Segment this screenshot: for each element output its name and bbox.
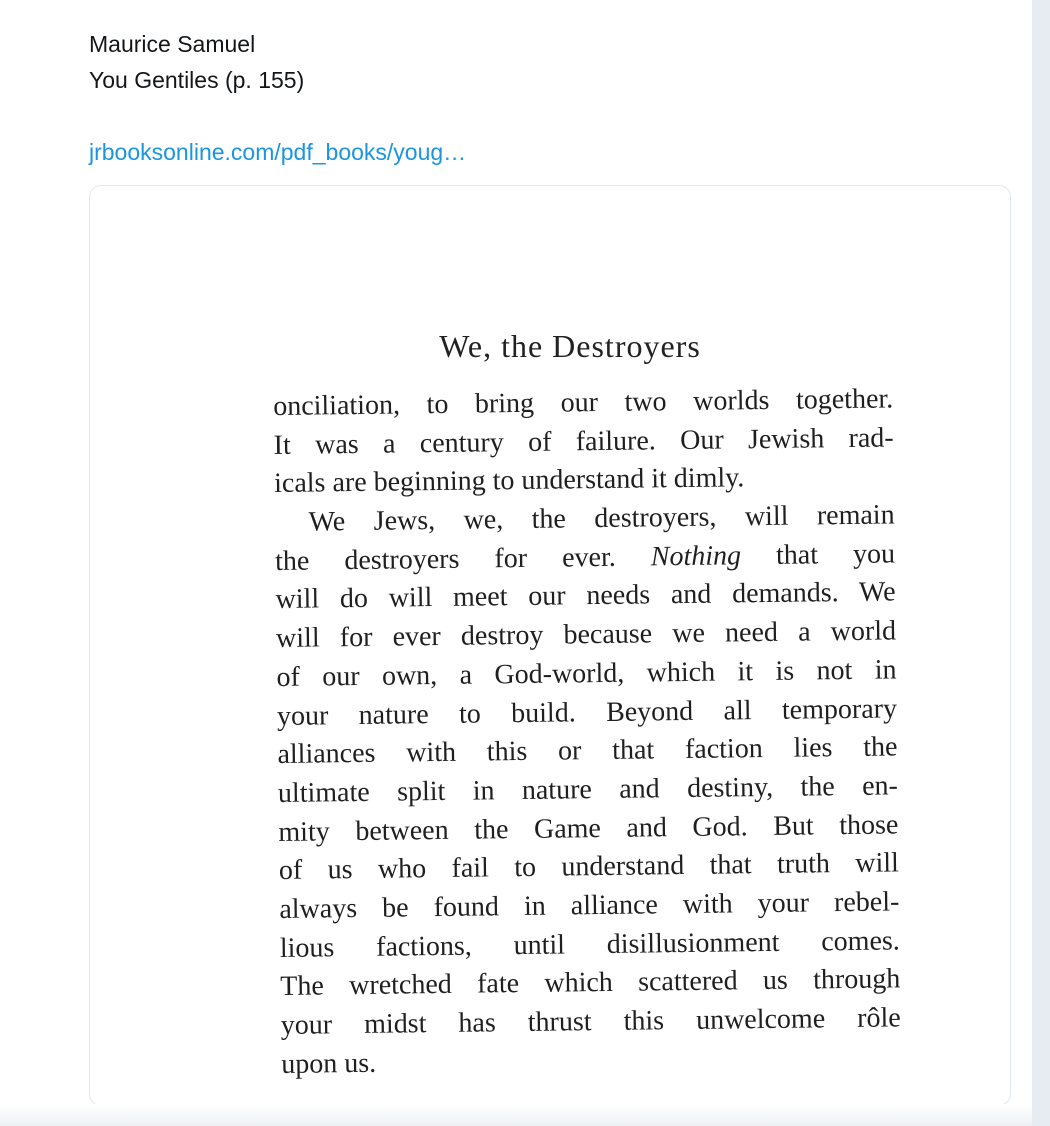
book-text (273, 380, 901, 1084)
book-line: The wretched fate which scattered us through (280, 963, 901, 1003)
book-emphasis: Nothing (650, 540, 742, 573)
book-line: onciliation, to bring our two worlds together. (273, 383, 894, 422)
book-line: icals are beginning to understand it dimly. (273, 462, 745, 500)
tweet-source-line: You Gentiles (p. 155) (89, 67, 305, 93)
book-line: will do will meet our needs and demands. We (275, 576, 896, 616)
media-card[interactable] (89, 185, 1011, 1106)
book-page-image (90, 186, 1010, 1105)
book-line-part: that you (775, 538, 896, 571)
book-line: We Jews, we, the destroyers, will remain (308, 499, 895, 538)
book-line: always be found in alliance with your rebel- (279, 886, 900, 925)
book-line: of us who fail to understand that truth will (278, 847, 900, 887)
book-line: your nature to build. Beyond all temporary (276, 692, 898, 732)
book-line: upon us. (281, 1047, 377, 1080)
book-line: of our own, a God-world, which it is not in (276, 654, 897, 693)
book-line-part: the destroyers for ever. (274, 541, 616, 577)
book-line: will for ever destroy because we need a world (275, 615, 897, 655)
tweet-link[interactable]: jrbooksonline.com/pdf_books/youg… (89, 139, 467, 165)
book-line: lious factions, until disillusionment comes. (279, 925, 900, 964)
book-line: mity between the Game and God. But those (278, 808, 899, 848)
tweet-author-line: Maurice Samuel (89, 31, 256, 57)
book-line: your midst has thrust this unwelcome rôle (280, 1002, 901, 1041)
book-line: alliances with this or that faction lies the (277, 731, 898, 771)
book-running-head: We, the Destroyers (439, 328, 701, 364)
page-scroll-gutter[interactable] (1032, 0, 1050, 1126)
book-line: ultimate split in nature and destiny, the en- (277, 770, 899, 809)
bottom-edge (0, 1104, 1032, 1126)
book-line: It was a century of failure. Our Jewish rad- (273, 422, 894, 461)
tweet-text (89, 26, 989, 98)
